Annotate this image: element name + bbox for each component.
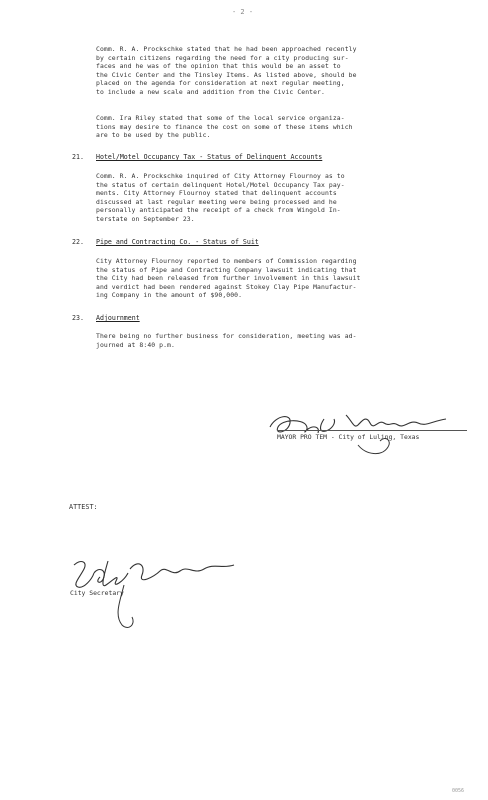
- text-line: Comm. R. A. Prockschke inquired of City Attorney Flournoy as to: [96, 172, 345, 180]
- text-line: the status of Pipe and Contracting Company lawsuit indicating that: [96, 265, 357, 274]
- foot-mark: 0056: [452, 788, 465, 794]
- text-line: are to be used by the public.: [96, 131, 211, 140]
- text-line: by certain citizens regarding the need for a city producing sur-: [96, 53, 349, 62]
- item-heading: Hotel/Motel Occupancy Tax - Status of Delinquent Accounts: [96, 153, 323, 161]
- page-number: - 2 -: [232, 8, 254, 16]
- item-body: [96, 332, 357, 349]
- item-heading: Pipe and Contracting Co. - Status of Suit: [96, 238, 259, 246]
- text-line: the Civic Center and the Tinsley Items. As listed above, should be: [96, 70, 357, 79]
- text-line: Comm. Ira Riley stated that some of the local service organiza-: [96, 114, 345, 122]
- secretary-caption: City Secretary: [70, 589, 124, 597]
- text-line: personally anticipated the receipt of a check from Wingold In-: [96, 206, 341, 215]
- item-number: 23.: [72, 314, 84, 322]
- text-line: and verdict had been rendered against Stokey Clay Pipe Manufactur-: [96, 282, 357, 291]
- item-heading: Adjournment: [96, 314, 140, 322]
- item-body: [96, 257, 360, 300]
- text-line: terstate on September 23.: [96, 214, 195, 223]
- item-number: 22.: [72, 238, 84, 246]
- text-line: to include a new scale and addition from the Civic Center.: [96, 87, 325, 96]
- text-line: tions may desire to finance the cost on some of these items which: [96, 122, 353, 131]
- text-line: journed at 8:40 p.m.: [96, 340, 175, 349]
- intro-paragraph-1: [96, 45, 357, 97]
- mayor-caption: MAYOR PRO TEM - City of Luling, Texas: [277, 433, 420, 441]
- item-body: [96, 172, 345, 224]
- mayor-signature-line: [277, 430, 467, 431]
- text-line: the status of certain delinquent Hotel/Motel Occupancy Tax pay-: [96, 180, 345, 189]
- text-line: City Attorney Flournoy reported to members of Commission regarding: [96, 257, 357, 265]
- text-line: placed on the agenda for consideration at next regular meeting,: [96, 79, 345, 88]
- intro-paragraph-2: [96, 114, 353, 140]
- text-line: Comm. R. A. Prockschke stated that he had been approached recently: [96, 45, 357, 53]
- text-line: discussed at last regular meeting were being processed and he: [96, 197, 337, 206]
- text-line: ing Company in the amount of $90,000.: [96, 291, 243, 300]
- attest-label: ATTEST:: [69, 503, 98, 511]
- text-line: the City had been released from further involvement in this lawsuit: [96, 274, 361, 283]
- text-line: faces and he was of the opinion that this would be an asset to: [96, 62, 341, 71]
- text-line: ments. City Attorney Flournoy stated that delinquent accounts: [96, 189, 337, 198]
- item-number: 21.: [72, 153, 84, 161]
- text-line: There being no further business for consideration, meeting was ad-: [96, 332, 357, 340]
